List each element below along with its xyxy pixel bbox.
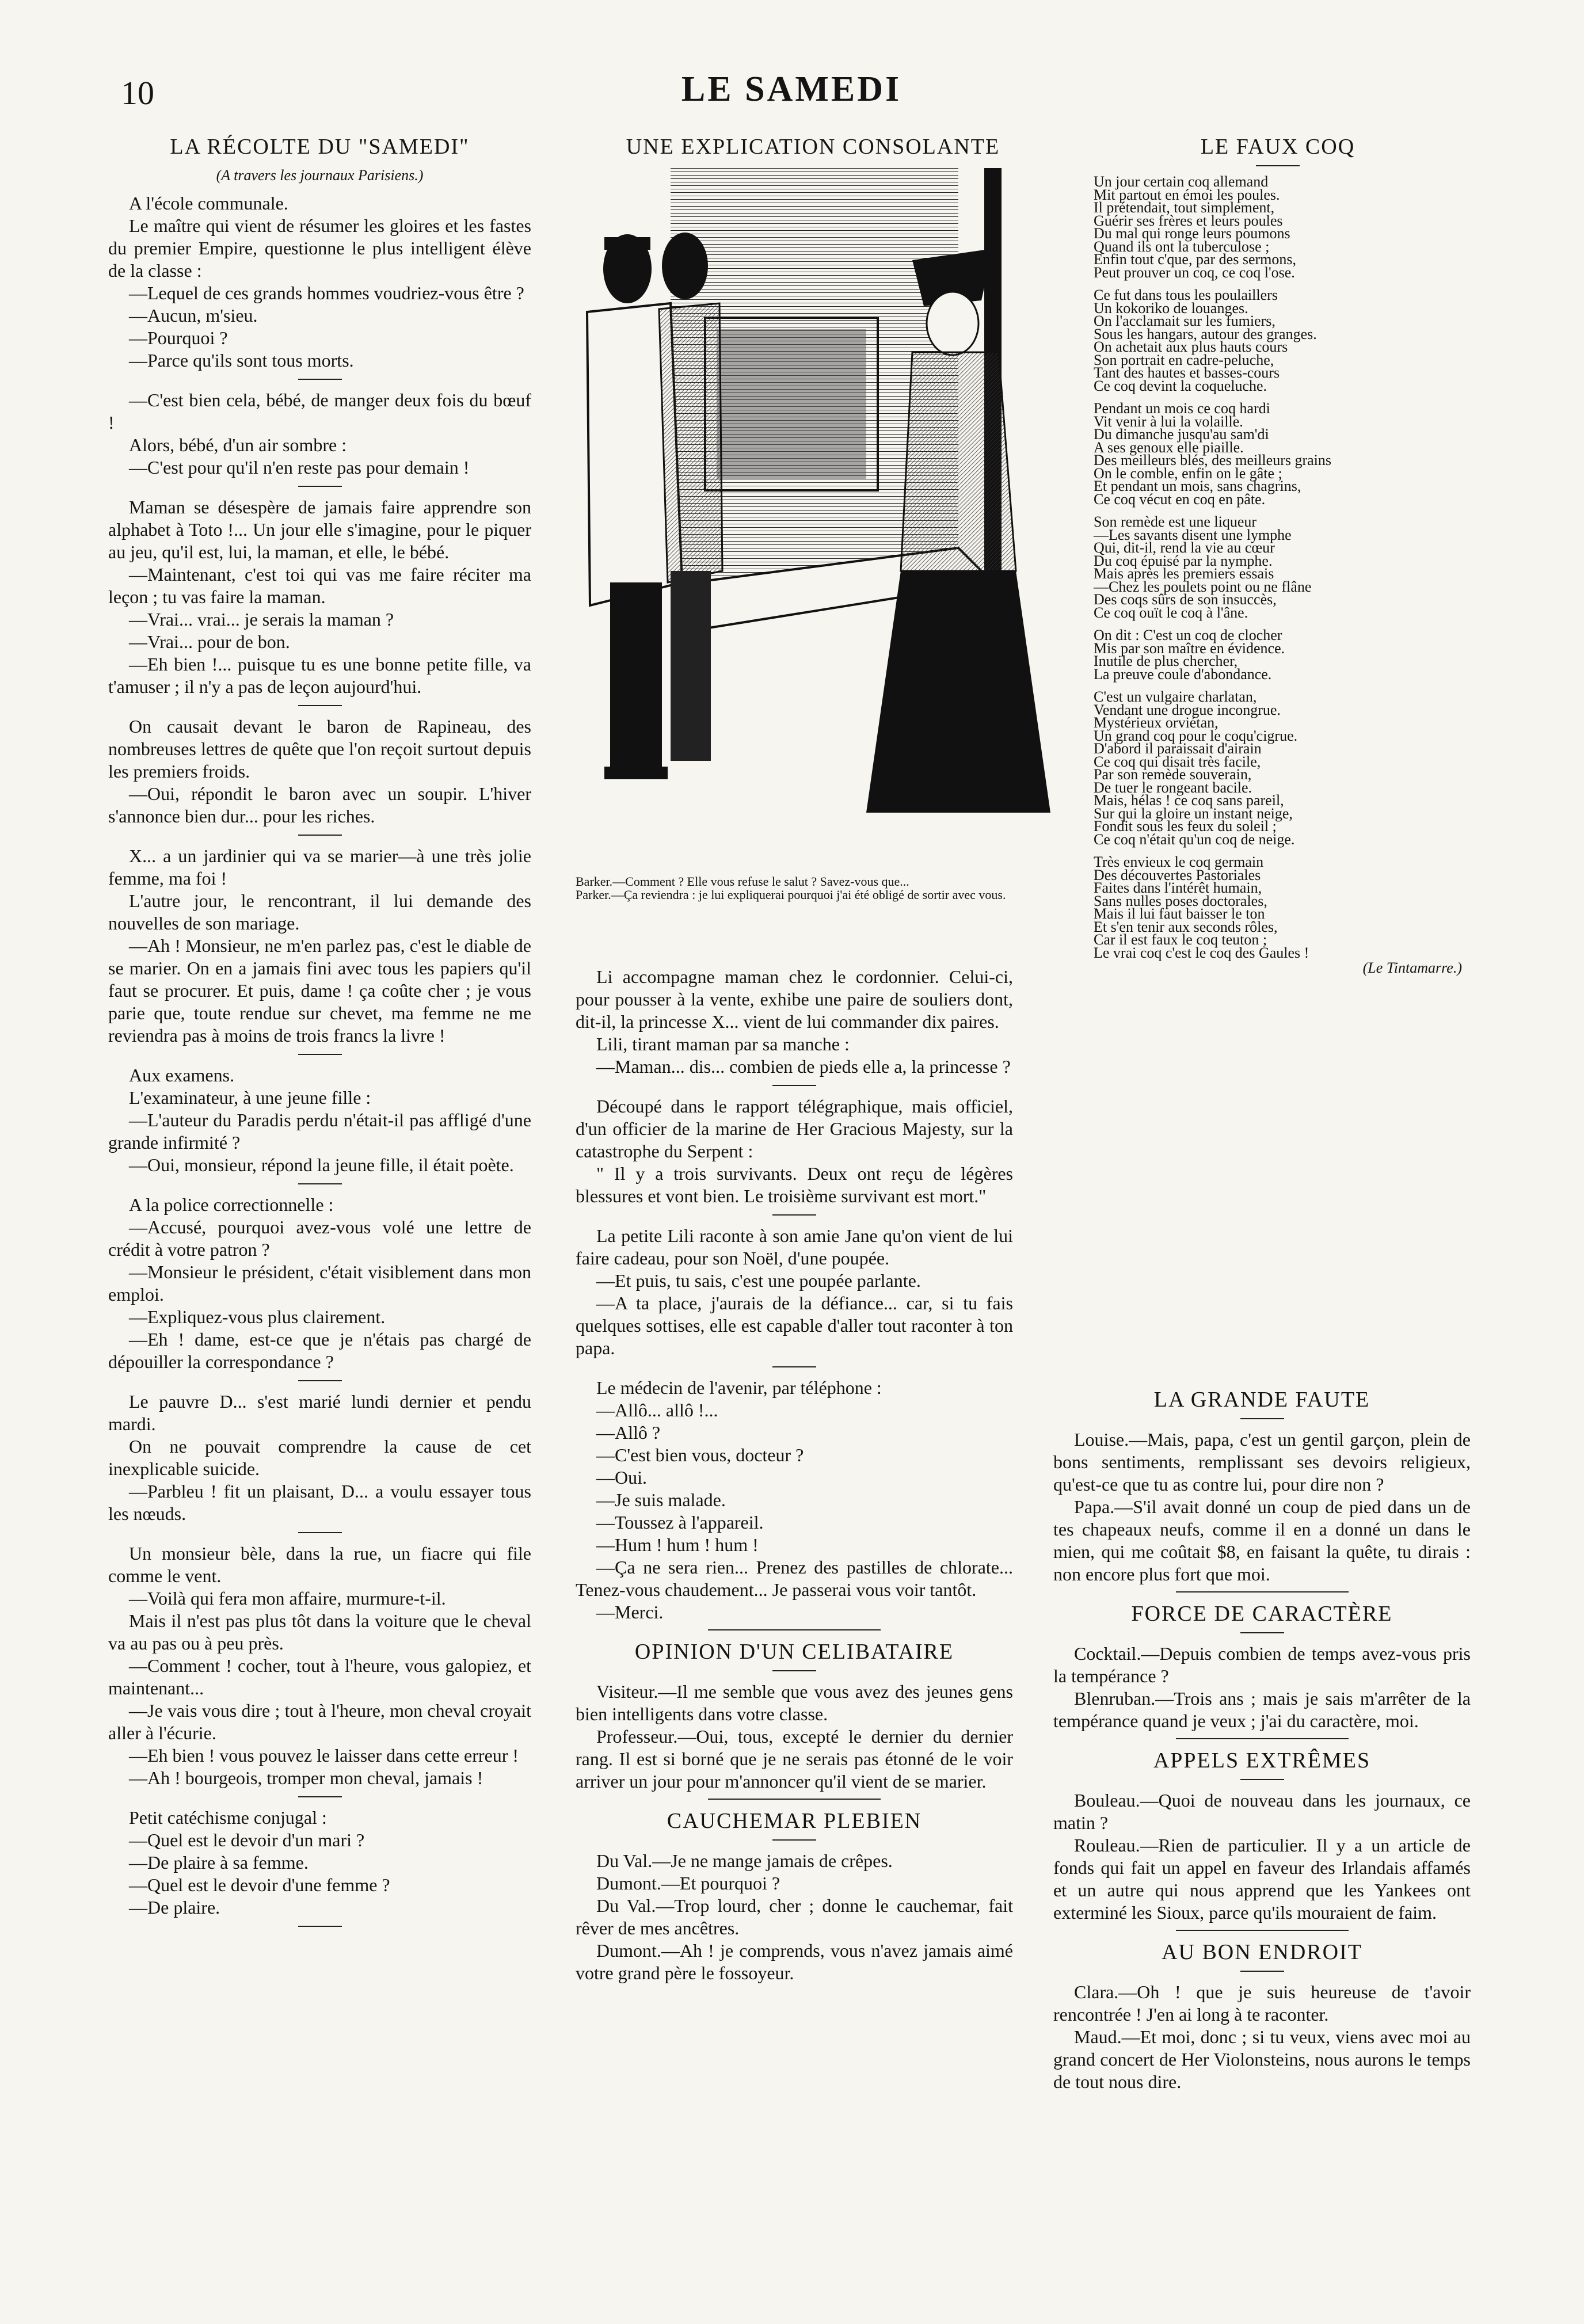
separator [1240, 1779, 1284, 1780]
poem-line: Car il est faux le coq teuton ; [1094, 931, 1267, 948]
dialogue-line: Maud.—Et moi, donc ; si tu veux, viens avec moi au grand concert de Her Violonsteins, nous aurons le temps de tout nous dire. [1053, 2026, 1471, 2092]
caption-line: Parker.—Ça reviendra : je lui expliquerai pourquoi j'ai été obligé de sortir avec vous. [576, 887, 1006, 902]
separator [708, 1799, 881, 1800]
poem-line: Peut prouver un coq, ce coq l'ose. [1094, 264, 1295, 281]
paragraph: —Comment ! cocher, tout à l'heure, vous galopiez, et maintenant... [108, 1655, 531, 1698]
poem-line: Des découvertes Pastoriales [1094, 866, 1261, 883]
separator [298, 835, 342, 836]
paragraph: —Accusé, pourquoi avez-vous volé une lettre de crédit à votre patron ? [108, 1217, 531, 1260]
separator [1240, 1632, 1284, 1633]
separator [1240, 1971, 1284, 1972]
article-title-bon-endroit: AU BON ENDROIT [1162, 1940, 1362, 1964]
paragraph: —L'auteur du Paradis perdu n'était-il pas affligé d'une grande infirmité ? [108, 1110, 531, 1153]
paragraph: —Quel est le devoir d'une femme ? [129, 1875, 390, 1895]
paragraph: —C'est pour qu'il n'en reste pas pour demain ! [129, 457, 470, 478]
paragraph: —Voilà qui fera mon affaire, murmure-t-il. [129, 1588, 446, 1609]
poem-line: On l'acclamait sur les fumiers, [1094, 313, 1275, 329]
column-right-lower [1053, 1384, 1471, 2201]
poem-line: Des meilleurs blés, des meilleurs grains [1094, 452, 1332, 468]
separator [298, 1380, 342, 1381]
poem-line: —Chez les poulets point ou ne flâne [1094, 578, 1312, 595]
paragraph: —Merci. [596, 1602, 664, 1622]
dialogue-line: Dumont.—Et pourquoi ? [596, 1873, 780, 1894]
poem-line: Un jour certain coq allemand [1094, 173, 1269, 190]
separator [772, 1670, 816, 1671]
poem-line: Ce coq vécut en coq en pâte. [1094, 490, 1266, 508]
paragraph: Lili, tirant maman par sa manche : [596, 1034, 850, 1054]
paragraph: Le médecin de l'avenir, par téléphone : [596, 1377, 882, 1398]
paragraph: —Eh bien !... puisque tu es une bonne petite fille, va t'amuser ; il n'y a pas de leçon aujourd'hui. [108, 654, 531, 697]
dialogue-line: Blenruban.—Trois ans ; mais je sais m'arrêter de la tempérance quand je veux ; j'ai du caractère, moi. [1053, 1688, 1471, 1731]
separator [298, 1926, 342, 1927]
poem-stanza [1094, 629, 1462, 681]
separator [298, 1183, 342, 1184]
paragraph: Petit catéchisme conjugal : [129, 1807, 327, 1828]
article-title-appels: APPELS EXTRÊMES [1153, 1748, 1371, 1773]
poem-line: On achetait aux plus hauts cours [1094, 338, 1288, 355]
poem-line: Mais après les premiers essais [1094, 565, 1274, 582]
poem-line: C'est un vulgaire charlatan, [1094, 688, 1257, 705]
poem-line: Qui, dit-il, rend la vie au cœur [1094, 539, 1275, 556]
paragraph: —Ah ! Monsieur, ne m'en parlez pas, c'est le diable de se marier. On en a jamais fini avec tous les papiers qu'il faut se procurer. Et puis, dame ! ça coûte cher ; je vous parie que, toute rendue sur chevet, ma femme ne me reviendra pas à moins de trois francs la livre ! [108, 935, 531, 1046]
paragraph: " Il y a trois survivants. Deux ont reçu de légères blessures et vont bien. Le troisième survivant est mort." [576, 1163, 1013, 1206]
separator [1176, 1591, 1349, 1592]
paragraph: —Hum ! hum ! hum ! [596, 1534, 759, 1555]
poem-line: Et pendant un mois, sans chagrins, [1094, 478, 1301, 494]
poem-stanza [1094, 688, 1462, 848]
paragraph: L'autre jour, le rencontrant, il lui demande des nouvelles de son mariage. [108, 890, 531, 934]
paragraph: —Aucun, m'sieu. [129, 305, 258, 326]
article-title-grande-faute: LA GRANDE FAUTE [1153, 1388, 1370, 1412]
poem-line: Par son remède souverain, [1094, 766, 1252, 783]
poem-line: De tuer le rongeant bacile. [1094, 779, 1252, 796]
paragraph: Un monsieur bèle, dans la rue, un fiacre qui file comme le vent. [108, 1543, 531, 1586]
separator [772, 1085, 816, 1086]
paragraph: A la police correctionnelle : [129, 1194, 334, 1215]
caption-line: Barker.—Comment ? Elle vous refuse le salut ? Savez-vous que... [576, 874, 909, 889]
poem-stanza [1094, 402, 1462, 506]
paragraph: —A ta place, j'aurais de la défiance... car, si tu fais quelques sottises, elle est capable d'aller tout raconter à ton papa. [576, 1293, 1013, 1358]
poem-stanza [1094, 513, 1462, 621]
separator [298, 1532, 342, 1533]
poem-line: On le comble, enfin on le gâte ; [1094, 464, 1282, 482]
separator [1176, 1930, 1349, 1931]
poem-line: Il prétendait, tout simplement, [1094, 199, 1275, 216]
paragraph: Aux examens. [129, 1065, 235, 1085]
dialogue-line: Louise.—Mais, papa, c'est un gentil garçon, plein de bons sentiments, remplissant ses devoirs religieux, qu'est-ce que tu as contre lui, pour dire non ? [1053, 1429, 1471, 1495]
paragraph: —Maman... dis... combien de pieds elle a, la princesse ? [596, 1056, 1011, 1077]
paragraph: —Parce qu'ils sont tous morts. [129, 350, 354, 371]
poem-line: Mit partout en émoi les poules. [1094, 186, 1280, 203]
paragraph: Maman se désespère de jamais faire apprendre son alphabet à Toto !... Un jour elle s'imagine, pour le piquer au jeu, qu'il est, lui, la maman, et elle, le bébé. [108, 497, 531, 562]
paragraph: Li accompagne maman chez le cordonnier. Celui-ci, pour pousser à la vente, exhibe une paire de souliers dont, dit-il, la princesse X... vient de lui commander dix paires. [576, 966, 1013, 1032]
poem-line: Tant des hautes et basses-cours [1094, 364, 1280, 381]
separator [298, 379, 342, 380]
poem-stanza [1094, 856, 1462, 959]
poem-line: Mais, hélas ! ce coq sans pareil, [1094, 792, 1284, 809]
masthead: LE SAMEDI [681, 70, 902, 109]
poem-line: Ce coq ouït le coq à l'âne. [1094, 604, 1248, 621]
paragraph: La petite Lili raconte à son amie Jane qu'on vient de lui faire cadeau, pour son Noël, d'une poupée. [576, 1225, 1013, 1268]
article-title-force: FORCE DE CARACTÈRE [1131, 1602, 1393, 1626]
article-title-recolte: LA RÉCOLTE DU "SAMEDI" [170, 135, 470, 159]
column-middle-header [555, 131, 1071, 164]
poem-line: Le vrai coq c'est le coq des Gaules ! [1094, 944, 1309, 961]
separator [298, 705, 342, 706]
paragraph: —Parbleu ! fit un plaisant, D... a voulu essayer tous les nœuds. [108, 1481, 531, 1524]
paragraph: —C'est bien vous, docteur ? [596, 1445, 804, 1465]
poem-line: Très envieux le coq germain [1094, 854, 1264, 870]
separator [1240, 1418, 1284, 1419]
dialogue-line: Bouleau.—Quoi de nouveau dans les journaux, ce matin ? [1053, 1790, 1471, 1833]
page-number: 10 [121, 74, 154, 112]
paragraph: —Eh ! dame, est-ce que je n'étais pas chargé de dépouiller la correspondance ? [108, 1329, 531, 1372]
separator [298, 1054, 342, 1055]
dialogue-line: Du Val.—Trop lourd, cher ; donne le cauchemar, fait rêver de mes ancêtres. [576, 1895, 1013, 1938]
poem-line: Un grand coq pour le coqu'cigrue. [1094, 727, 1298, 744]
dialogue-line: Visiteur.—Il me semble que vous avez des jeunes gens bien intelligents dans votre classe. [576, 1681, 1013, 1724]
paragraph: —Maintenant, c'est toi qui vas me faire réciter ma leçon ; tu vas faire la maman. [108, 564, 531, 607]
paragraph: —Allô... allô !... [596, 1400, 718, 1420]
illustration-caption [576, 875, 1013, 901]
dialogue-line: Clara.—Oh ! que je suis heureuse de t'avoir rencontrée ! J'en ai long à te raconter. [1053, 1982, 1471, 2025]
poem-line: Et s'en tenir aux seconds rôles, [1094, 918, 1278, 935]
article-title-faux-coq: LE FAUX COQ [1200, 135, 1355, 159]
separator [298, 486, 342, 487]
illustration-explication [555, 168, 1071, 839]
separator [772, 1214, 816, 1216]
paragraph: —Expliquez-vous plus clairement. [129, 1306, 386, 1327]
separator [708, 1629, 881, 1630]
poem-line: Ce coq qui disait très facile, [1094, 753, 1261, 770]
poem-line: Vit venir à lui la volaille. [1094, 413, 1243, 430]
poem-line: Quand ils ont la tuberculose ; [1094, 238, 1270, 255]
article-title-cauchemar: CAUCHEMAR PLEBIEN [667, 1809, 922, 1833]
poem-line: Du coq épuisé par la nymphe. [1094, 552, 1273, 569]
paragraph: —Eh bien ! vous pouvez le laisser dans cette erreur ! [129, 1745, 519, 1766]
poem-line: Son portrait en cadre-peluche, [1094, 351, 1274, 368]
article-title-opinion: OPINION D'UN CELIBATAIRE [634, 1640, 954, 1664]
paragraph: —Pourquoi ? [129, 327, 228, 348]
column-middle [576, 874, 1013, 2187]
paragraph: Le pauvre D... s'est marié lundi dernier et pendu mardi. [108, 1391, 531, 1434]
poem-line: D'abord il paraissait d'airain [1094, 740, 1262, 757]
paragraph: —De plaire. [129, 1897, 220, 1918]
paragraph: —Je suis malade. [596, 1489, 726, 1510]
column-left [108, 131, 531, 2215]
paragraph: —Vrai... vrai... je serais la maman ? [129, 609, 394, 630]
poem-line: Enfin tout c'que, par des sermons, [1094, 251, 1296, 268]
dialogue-line: Rouleau.—Rien de particulier. Il y a un article de fonds qui fait un appel en faveur des Irlandais affamés et un autre qui nous apprend que les Yankees ont exterminé les Sioux, parce qu'ils mouraient de faim. [1053, 1835, 1471, 1923]
paragraph: —Quel est le devoir d'un mari ? [129, 1830, 365, 1850]
paragraph: —Ça ne sera rien... Prenez des pastilles de chlorate... Tenez-vous chaudement... Je passerai vous voir tantôt. [576, 1557, 1013, 1600]
paragraph: —De plaire à sa femme. [129, 1852, 309, 1873]
poem-line: A ses genoux elle piaille. [1094, 439, 1244, 456]
poem-line: Fondit sous les feux du soleil ; [1094, 818, 1277, 835]
poem-line: Son remède est une liqueur [1094, 513, 1257, 530]
poem-line: Sous les hangars, autour des granges. [1094, 325, 1317, 342]
paragraph: —Ah ! bourgeois, tromper mon cheval, jamais ! [129, 1767, 483, 1788]
paragraph: —Allô ? [596, 1422, 661, 1443]
separator [772, 1839, 816, 1841]
poem-line: Du dimanche jusqu'au sam'di [1094, 426, 1269, 443]
poem [1094, 173, 1462, 976]
poem-line: —Les savants disent une lymphe [1094, 526, 1292, 543]
poem-line: Ce fut dans tous les poulaillers [1094, 287, 1278, 303]
poem-line: Mystérieux orviétan, [1094, 714, 1219, 731]
separator [1176, 1738, 1349, 1739]
paragraph: —Oui. [596, 1467, 647, 1488]
poem-line: On dit : C'est un coq de clocher [1094, 627, 1282, 643]
article-subtitle: (A travers les journaux Parisiens.) [216, 167, 424, 184]
dialogue-line: Professeur.—Oui, tous, excepté le dernier du dernier rang. Il est si borné que je ne serais pas étonné de le voir arriver un jour pour m'annoncer qu'il vient de se marier. [576, 1726, 1013, 1792]
dialogue-line: Dumont.—Ah ! je comprends, vous n'avez jamais aimé votre grand père le fossoyeur. [576, 1940, 1013, 1983]
poem-line: Ce coq n'était qu'un coq de neige. [1094, 830, 1295, 848]
engraving-illustration [555, 168, 1071, 839]
poem-line: La preuve coule d'abondance. [1094, 665, 1272, 683]
paragraph: Alors, bébé, d'un air sombre : [129, 435, 347, 455]
poem-stanza [1094, 289, 1462, 393]
paragraph: On ne pouvait comprendre la cause de cet inexplicable suicide. [108, 1436, 531, 1479]
paragraph: —Toussez à l'appareil. [596, 1512, 764, 1533]
paragraph: Le maître qui vient de résumer les gloires et les fastes du premier Empire, questionne le plus intelligent élève de la classe : [108, 215, 531, 281]
poem-line: Sans nulles poses doctorales, [1094, 892, 1267, 909]
paragraph: On causait devant le baron de Rapineau, des nombreuses lettres de quête que l'on reçoit surtout depuis les premiers froids. [108, 716, 531, 782]
dialogue-line: Papa.—S'il avait donné un coup de pied dans un de tes chapeaux neufs, comme il en a donné un dans le mien, qui me coûtait $8, en faisant la quête, tu dirais : non encore plus fort que moi. [1053, 1496, 1471, 1584]
paragraph: —Je vais vous dire ; tout à l'heure, mon cheval croyait aller à l'écurie. [108, 1700, 531, 1743]
poem-line: Vendant une drogue incongrue. [1094, 701, 1281, 718]
paragraph: L'examinateur, à une jeune fille : [129, 1087, 371, 1108]
separator [772, 1366, 816, 1367]
column-right [1094, 131, 1462, 975]
poem-line: Pendant un mois ce coq hardi [1094, 400, 1270, 417]
paragraph: —Oui, monsieur, répond la jeune fille, il était poète. [129, 1155, 514, 1175]
poem-source-signature: (Le Tintamarre.) [1362, 959, 1462, 976]
poem-line: Des coqs sûrs de son insuccès, [1094, 591, 1277, 608]
dialogue-line: Cocktail.—Depuis combien de temps avez-vous pris la tempérance ? [1053, 1643, 1471, 1686]
poem-line: Ce coq devint la coqueluche. [1094, 377, 1267, 394]
paragraph: —Monsieur le président, c'était visiblement dans mon emploi. [108, 1262, 531, 1305]
separator [298, 1796, 342, 1797]
poem-line: Mis par son maître en évidence. [1094, 639, 1285, 657]
paragraph: —Et puis, tu sais, c'est une poupée parlante. [596, 1270, 921, 1291]
paragraph: X... a un jardinier qui va se marier—à une très jolie femme, ma foi ! [108, 845, 531, 889]
paragraph: —Vrai... pour de bon. [129, 631, 290, 652]
poem-line: Sur qui la gloire un instant neige, [1094, 805, 1293, 822]
separator [1256, 165, 1300, 166]
paragraph: Mais il n'est pas plus tôt dans la voiture que le cheval va au pas ou à peu près. [108, 1610, 531, 1654]
paragraph: Découpé dans le rapport télégraphique, mais officiel, d'un officier de la marine de Her Gracious Majesty, sur la catastrophe du Serpent : [576, 1096, 1013, 1161]
paragraph: A l'école communale. [129, 193, 288, 214]
paragraph: —Lequel de ces grands hommes voudriez-vous être ? [129, 283, 524, 303]
poem-line: Guérir ses frères et leurs poules [1094, 212, 1283, 229]
paragraph: —C'est bien cela, bébé, de manger deux fois du bœuf ! [108, 390, 531, 433]
dialogue-line: Du Val.—Je ne mange jamais de crêpes. [596, 1850, 893, 1871]
paragraph: —Oui, répondit le baron avec un soupir. L'hiver s'annonce bien dur... pour les riches. [108, 783, 531, 826]
poem-stanza [1094, 173, 1462, 281]
article-title-explication: UNE EXPLICATION CONSOLANTE [626, 135, 1000, 159]
poem-line: Un kokoriko de louanges. [1094, 299, 1248, 317]
poem-line: Faites dans l'intérêt humain, [1094, 879, 1262, 896]
poem-line: Du mal qui ronge leurs poumons [1094, 225, 1290, 242]
poem-line: Inutile de plus chercher, [1094, 653, 1238, 669]
poem-line: Mais il lui faut baisser le ton [1094, 905, 1265, 922]
